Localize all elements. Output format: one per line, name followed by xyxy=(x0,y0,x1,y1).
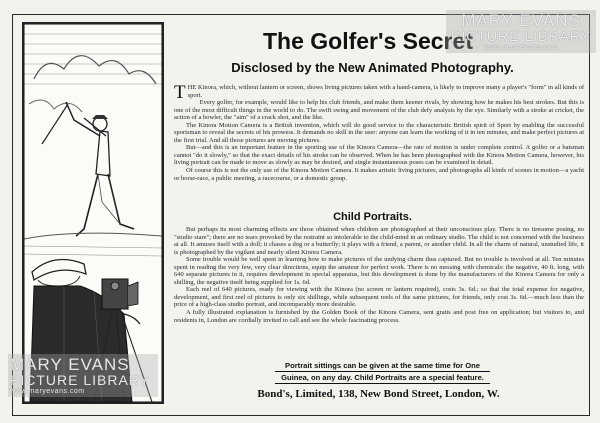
portrait-sittings-notice xyxy=(275,360,490,384)
watermark-bottom-left xyxy=(8,354,158,397)
intro-paragraph: The Kinora Motion Camera is a British invention, which will do good service to the characteristic British spirit of Sport by enabling the successful sportsman to reveal the secrets of his prowess. It demands no skill in the user: anyone can learn the working of it in ten minutes, and make perfect pictures at the first trial. And all those pictures are moving pictures. xyxy=(174,121,584,144)
intro-paragraph-text: HE Kinora, which, without lantern or screen, shows living pictures taken with a hand-camera, is likely to improve many a player's "form" in all kinds of sport. xyxy=(187,84,584,99)
notice-line: Portrait sittings can be given at the same time for One xyxy=(275,360,490,372)
intro-paragraph: But—and this is an important feature in the sporting use of the Kinora Camera—the rate of motion is under complete control. A golfer or a batsman cannot "do it slowly," so that the exact details of his stroke can be observed. When he has been photographed with the Kinora Motion Camera, however, his living portrait can be made to move as slowly as may be desired, and single instantaneous poses can be examined in detail. xyxy=(174,144,584,167)
child-paragraph: But perhaps its most charming effects are those obtained when children are photographed at their unconscious play. There is no tiresome posing, no "studio stare"; there are no tears provoked by the restraint so intolerable to the child-mind in an ordinary studio. The child is not concerned with the business at all. It amuses itself with a doll; it chases a dog or a butterfly; it plays with a friend, a parent, or another child. In all the charm of natural, unstudied life, it is photographed by the vigilant and nearly silent Kinora Camera. xyxy=(174,226,584,256)
advert-subtitle: Disclosed by the New Animated Photography. xyxy=(231,60,514,75)
child-paragraph: Each reel of 640 pictures, ready for viewing with the Kinora (no screen or lantern required), costs 3s. 6d.; so that the total expense for negative, development, and first reel of pictures is only six shillings, while subsequent reels of the same pictures, for friends, only cost 3s. 6d.—much less than the price of a high-class studio portrait, and incomparably more desirable. xyxy=(174,286,584,309)
watermark-line: MARY EVANS xyxy=(10,355,130,374)
intro-text-block xyxy=(174,84,584,207)
watermark-line: PICTURE LIBRARY xyxy=(451,28,591,44)
drop-cap: T xyxy=(174,84,186,103)
child-portraits-text-block xyxy=(174,226,584,358)
intro-paragraph: Every golfer, for example, would like to help his club friends, and make them keener rivals, by showing how he makes his best strokes. But this is one of the most difficult things in the world to do. The swift swing and movement of the club defy analysis by the eye. Similarly with a stroke at cricket, the action of a bowler, the "aim" of a crack shot, and the like. xyxy=(174,99,584,122)
section-heading: Child Portraits. xyxy=(333,211,412,223)
intro-paragraph xyxy=(174,84,584,103)
child-paragraph: Some trouble would be well spent in learning how to make pictures of the undying charm thus captured. But no trouble is involved at all. Ten minutes spent in reading the very few, very clear directions, equip the amateur for perfect work. There is no messing with chemicals: the negative, 40 ft. long, with 640 separate pictures in it, requires development in special apparatus, but this development is done by the manufacturers of the Kinora Camera for only a shilling, the negative itself being supplied for 1s. 6d. xyxy=(174,256,584,286)
watermark-line: PICTURE LIBRARY xyxy=(10,372,150,388)
intro-paragraph: Of course this is not the only use of the Kinora Motion Camera. It makes artistic living pictures, and photographs all kinds of scenes in motion—a yacht or horse-race, a public meeting, a racecourse, or a domestic group. xyxy=(174,167,584,182)
watermark-top-right xyxy=(446,10,596,53)
watermark-url: www.maryevans.com xyxy=(10,388,85,395)
notice-line: Guinea, on any day. Child Portraits are a special feature. xyxy=(275,372,490,384)
advert-title: The Golfer's Secret xyxy=(263,28,473,54)
golfer-illustration xyxy=(22,22,164,404)
advertiser-address: Bond's, Limited, 138, New Bond Street, London, W. xyxy=(257,388,500,400)
watermark-url: www.maryevans.com xyxy=(483,44,559,51)
child-paragraph: A fully illustrated explanation is furnished by the Golden Book of the Kinora Camera, sent gratis and post free on application; but visitors to, and residents in, London are cordially invited to call and see the whole fascinating process. xyxy=(174,309,584,324)
golfer-engraving-icon xyxy=(24,24,162,402)
watermark-line: MARY EVANS xyxy=(461,11,581,30)
